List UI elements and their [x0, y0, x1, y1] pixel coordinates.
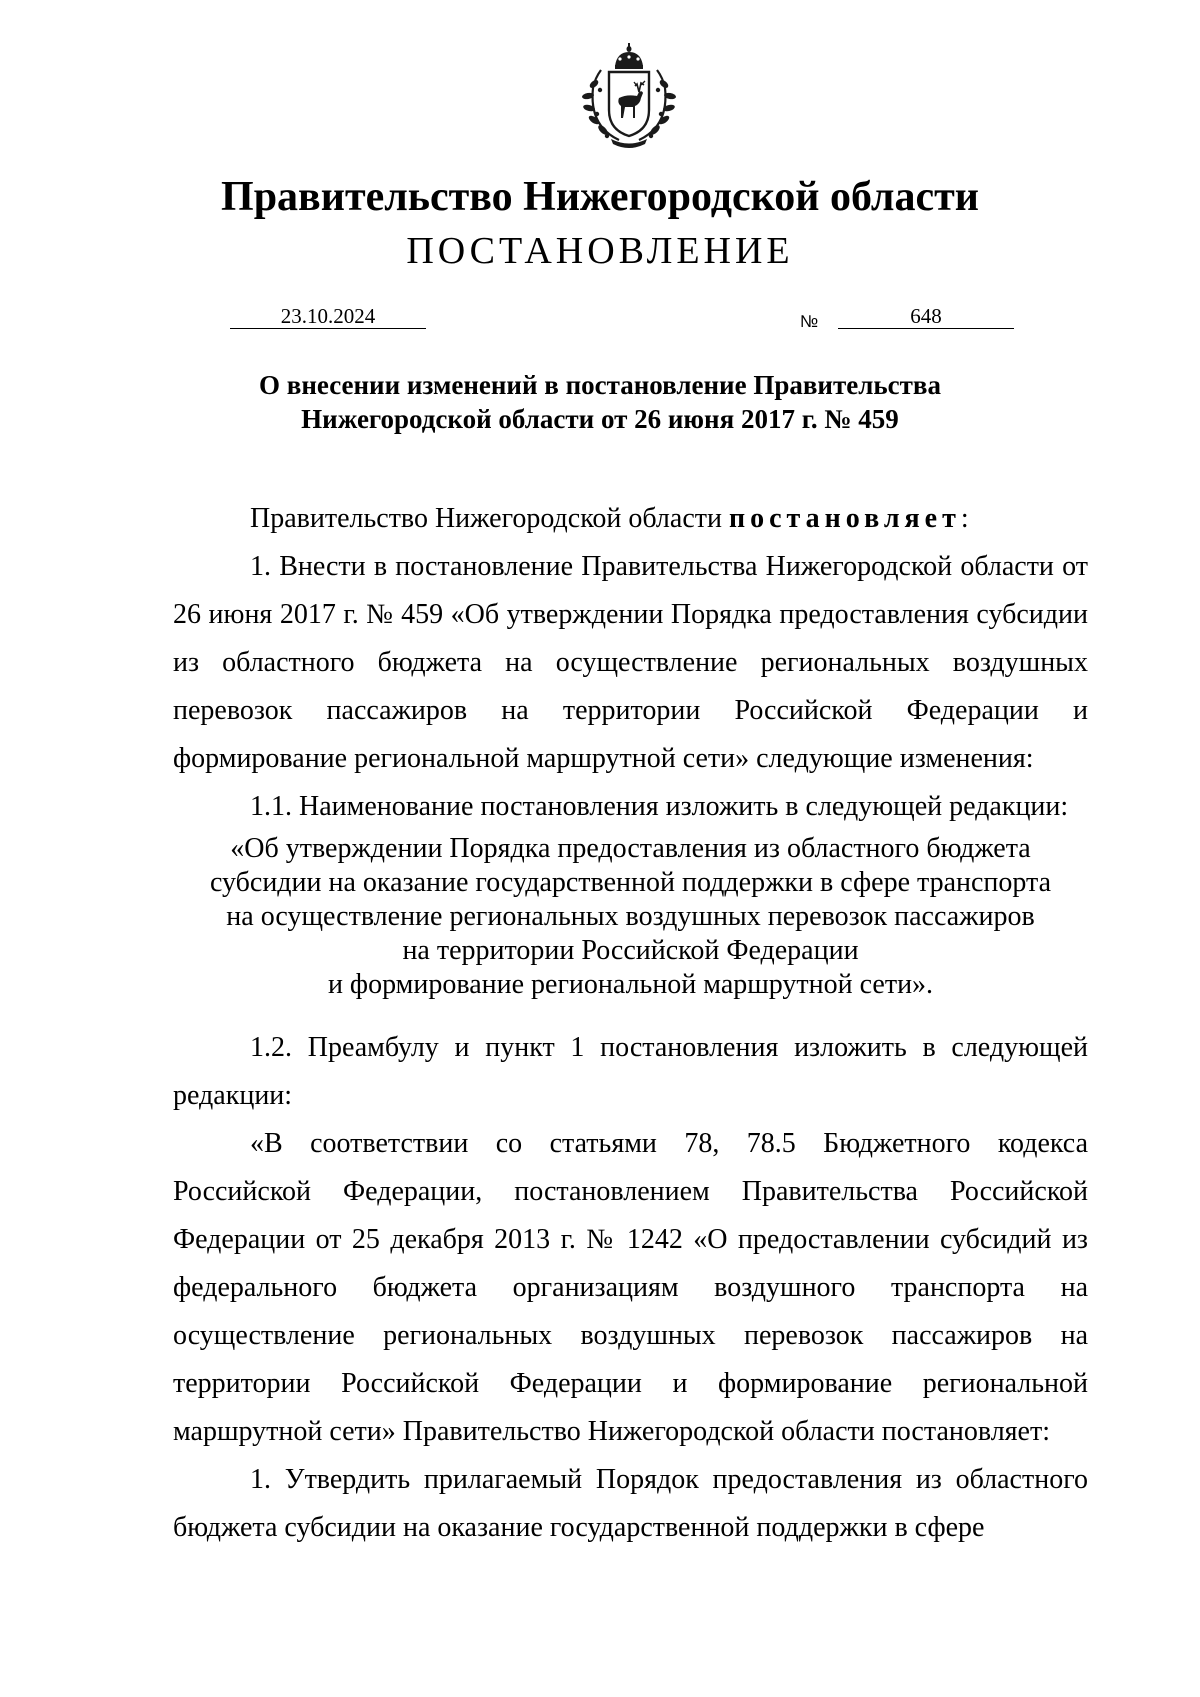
spacer: [173, 1002, 1088, 1024]
title-line-1: О внесении изменений в постановление Правительства: [259, 370, 941, 400]
document-title: [160, 368, 1040, 436]
preamble-paragraph: «В соответствии со статьями 78, 78.5 Бюджетного кодекса Российской Федерации, постановлением Правительства Российской Федерации от 25 декабря 2013 г. № 1242 «О предоставлении субсидий из федерального бюджета организациям воздушного транспорта на осуществление региональных воздушных перевозок пассажиров на территории Российской Федерации и формирование региональной маршрутной сети» Правительство Нижегородской области постановляет:: [173, 1128, 1088, 1447]
quoted-title: «Об утверждении Порядка предоставления из областного бюджета субсидии на оказание государственной поддержки в сфере транспорта на осуществление региональных воздушных перевозок пассажиров на территории Российской Федерации и формирование региональной маршрутной сети».: [209, 833, 1052, 1000]
document-number: 648: [910, 304, 942, 328]
intro-paragraph: [173, 495, 1088, 543]
nizhny-novgorod-coat-of-arms-icon: [575, 40, 683, 150]
number-sign: №: [800, 312, 819, 331]
document-type: ПОСТАНОВЛЕНИЕ: [406, 230, 794, 272]
intro-prefix: Правительство Нижегородской области: [250, 503, 729, 534]
title-line-2: Нижегородской области от 26 июня 2017 г. № 459: [301, 404, 899, 434]
item-1-paragraph: 1. Утвердить прилагаемый Порядок предоставления из областного бюджета субсидии на оказание государственной поддержки в сфере: [173, 1464, 1088, 1543]
paragraph-1-1: 1.1. Наименование постановления изложить в следующей редакции:: [250, 791, 1069, 822]
date-underline: [230, 328, 426, 329]
paragraph-1-2: 1.2. Преамбулу и пункт 1 постановления изложить в следующей редакции:: [173, 1032, 1088, 1111]
document-body: [173, 495, 1088, 1552]
intro-resolves: постановляет: [728, 503, 961, 534]
organization-name: Правительство Нижегородской области: [221, 174, 979, 220]
paragraph-1: 1. Внести в постановление Правительства Нижегородской области от 26 июня 2017 г. № 459 «Об утверждении Порядка предоставления субсидии из областного бюджета на осуществление региональных воздушных перевозок пассажиров на территории Российской Федерации и формирование региональной маршрутной сети» следующие изменения:: [173, 551, 1088, 774]
intro-suffix: :: [960, 503, 969, 534]
document-date: 23.10.2024: [280, 304, 376, 328]
number-underline: [838, 328, 1014, 329]
